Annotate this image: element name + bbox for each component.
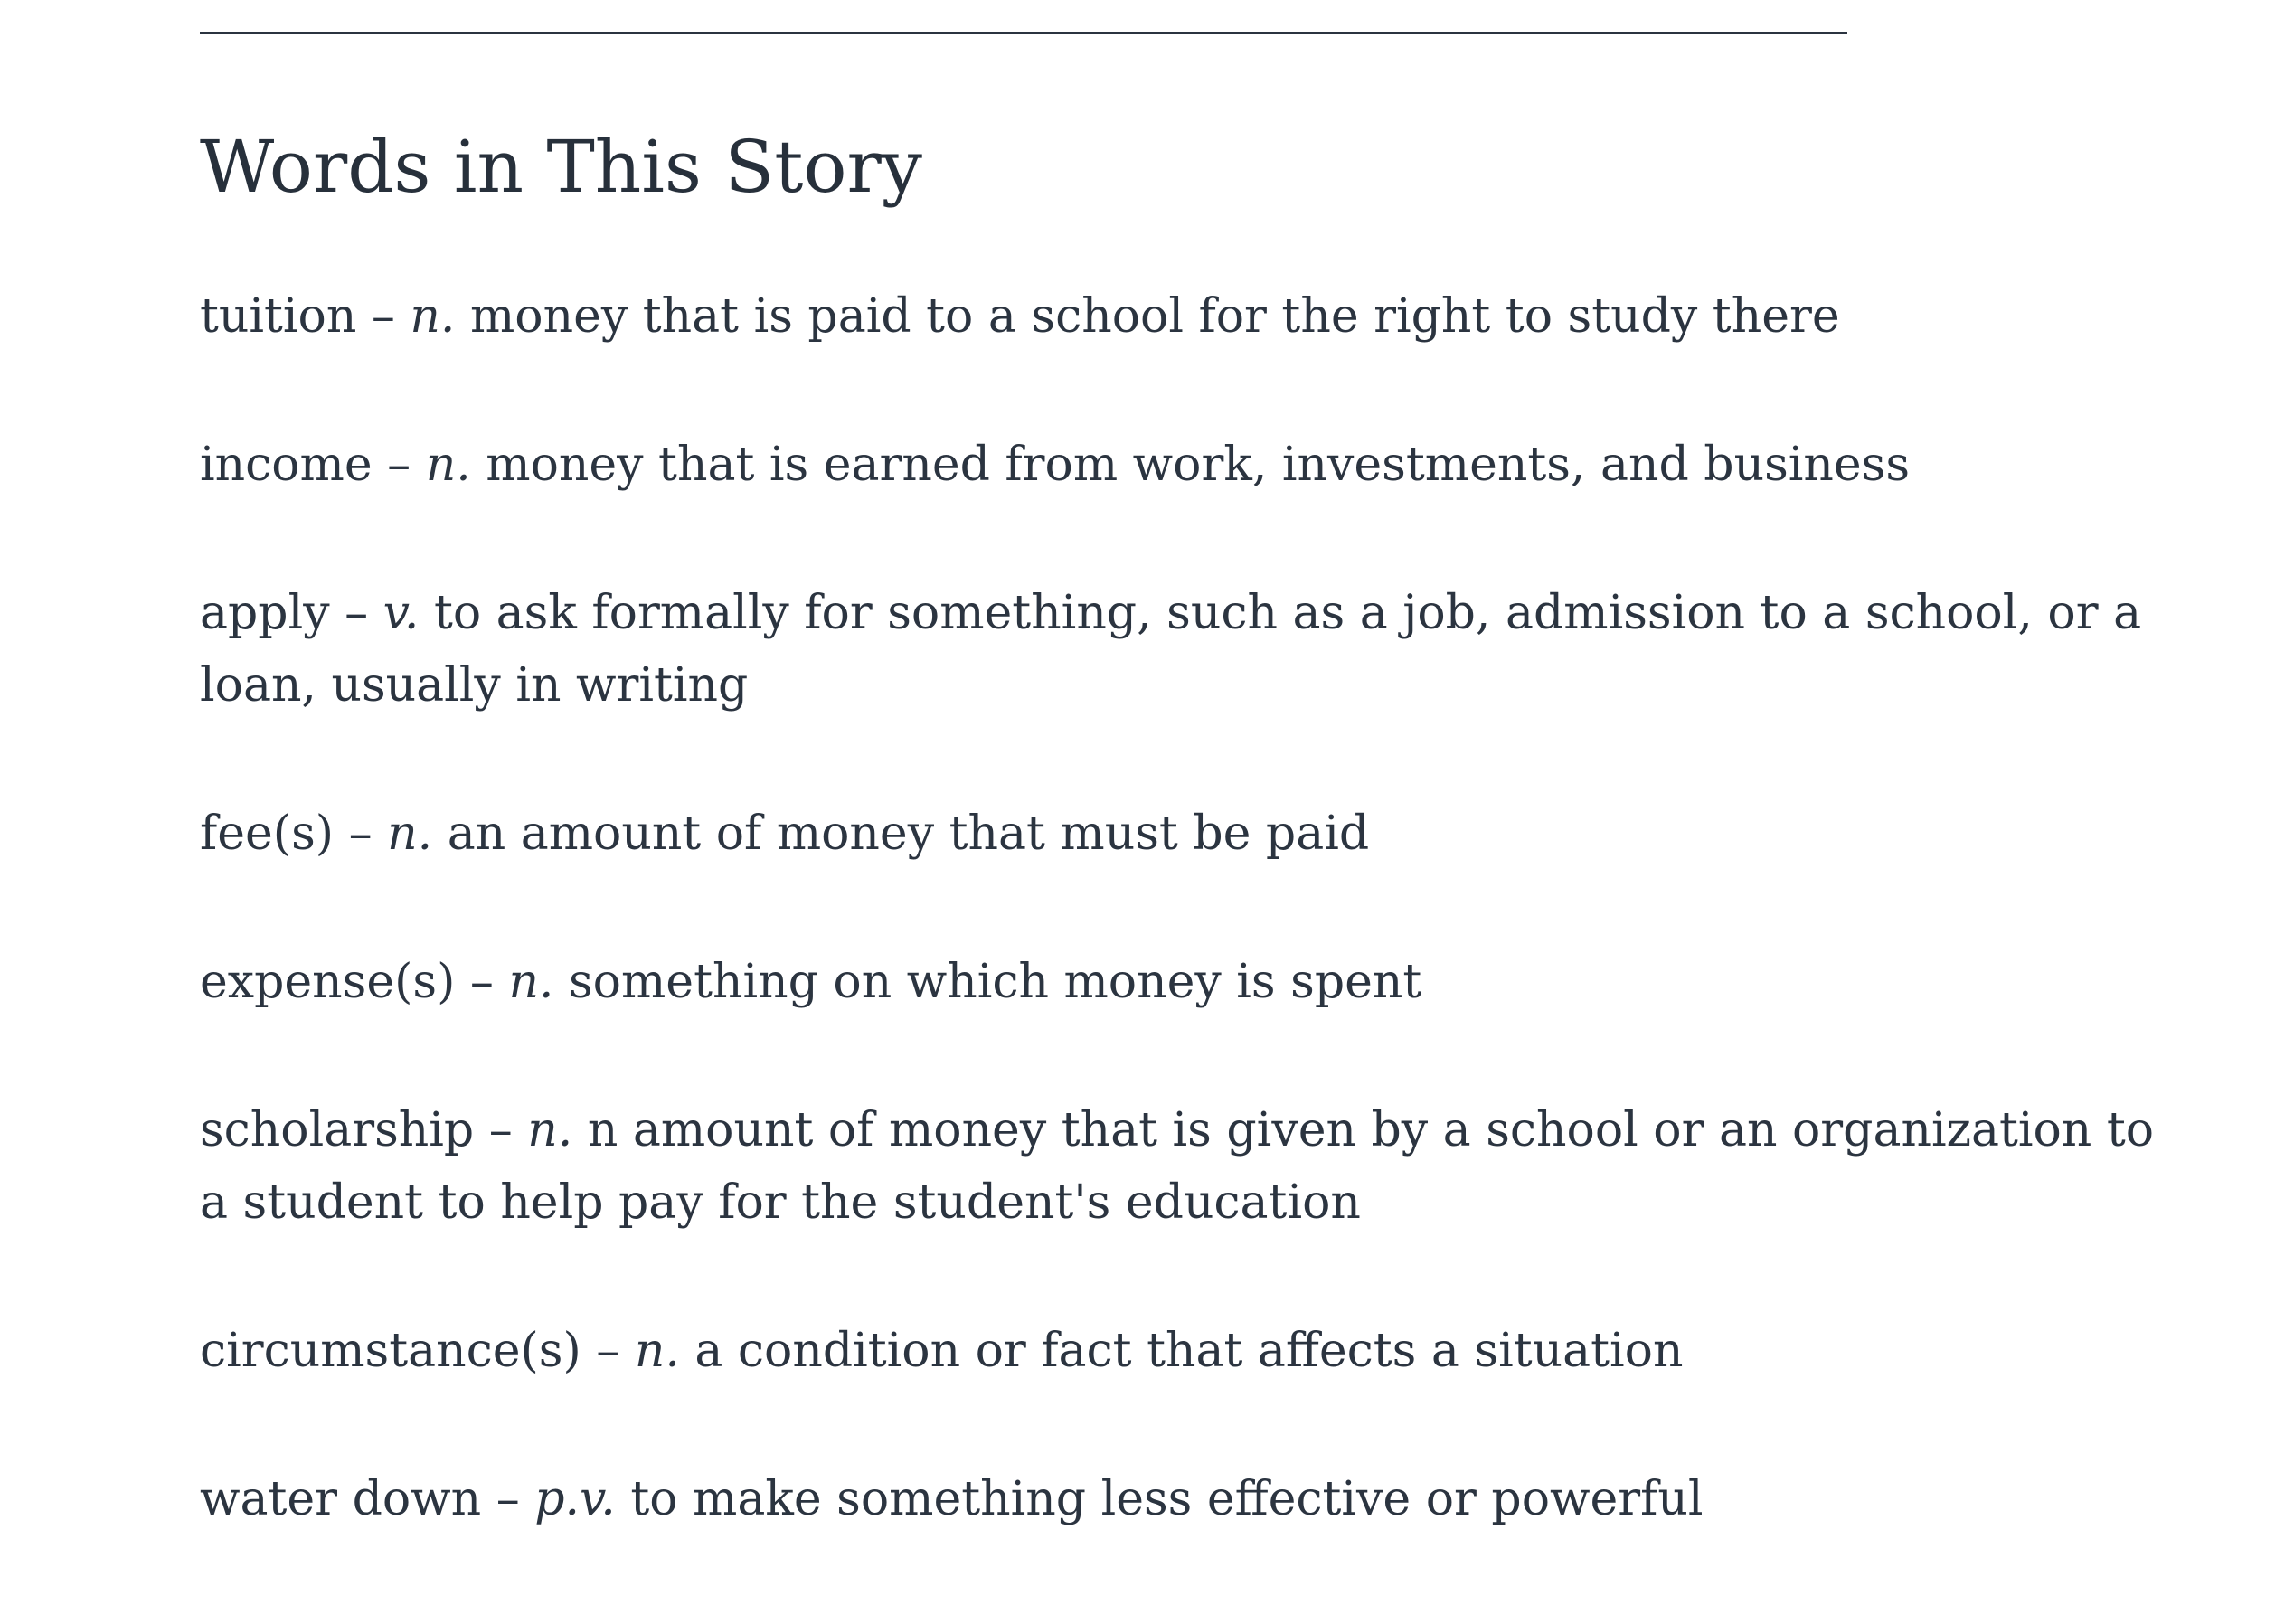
part-of-speech: n.: [410, 289, 456, 344]
separator: –: [329, 586, 383, 640]
part-of-speech: n.: [387, 807, 433, 861]
top-divider: [200, 32, 1847, 34]
vocab-definition: to make something less effective or powerful: [630, 1472, 1704, 1526]
vocab-entry: [200, 577, 2171, 722]
vocab-definition: an amount of money that must be paid: [447, 807, 1370, 861]
vocab-entry: [200, 798, 2171, 870]
separator: –: [356, 289, 411, 344]
vocab-definition: n amount of money that is given by a school or an organization to a student to help pay for the student's education: [200, 1103, 2155, 1230]
part-of-speech: n.: [527, 1103, 573, 1157]
vocab-definition: money that is paid to a school for the right to study there: [469, 289, 1840, 344]
part-of-speech: p.v.: [534, 1472, 616, 1526]
vocab-definition: to ask formally for something, such as a job, admission to a school, or a loan, usually in writing: [200, 586, 2142, 713]
vocab-term: fee(s): [200, 807, 335, 861]
part-of-speech: n.: [425, 438, 471, 492]
vocab-term: tuition: [200, 289, 357, 344]
vocab-term: water down: [200, 1472, 482, 1526]
vocab-entry: [200, 946, 2171, 1018]
separator: –: [474, 1103, 528, 1157]
vocab-definition: something on which money is spent: [569, 955, 1422, 1009]
vocabulary-section: [200, 118, 2171, 1611]
vocab-term: circumstance(s): [200, 1324, 581, 1378]
separator: –: [372, 438, 426, 492]
vocab-entry: [200, 1463, 2171, 1535]
vocab-entry: [200, 280, 2171, 353]
part-of-speech: v.: [382, 586, 420, 640]
vocab-term: expense(s): [200, 955, 456, 1009]
vocab-term: scholarship: [200, 1103, 475, 1157]
vocab-term: income: [200, 438, 373, 492]
vocab-entry: [200, 1315, 2171, 1387]
section-heading: Words in This Story: [200, 125, 922, 209]
vocab-entry: [200, 429, 2171, 501]
vocab-definition: a condition or fact that affects a situation: [694, 1324, 1684, 1378]
part-of-speech: n.: [508, 955, 554, 1009]
separator: –: [455, 955, 509, 1009]
separator: –: [581, 1324, 635, 1378]
vocab-definition: money that is earned from work, investments, and business: [486, 438, 1911, 492]
separator: –: [334, 807, 388, 861]
vocab-term: apply: [200, 586, 330, 640]
part-of-speech: n.: [634, 1324, 680, 1378]
vocab-entry: [200, 1094, 2171, 1239]
separator: –: [481, 1472, 535, 1526]
